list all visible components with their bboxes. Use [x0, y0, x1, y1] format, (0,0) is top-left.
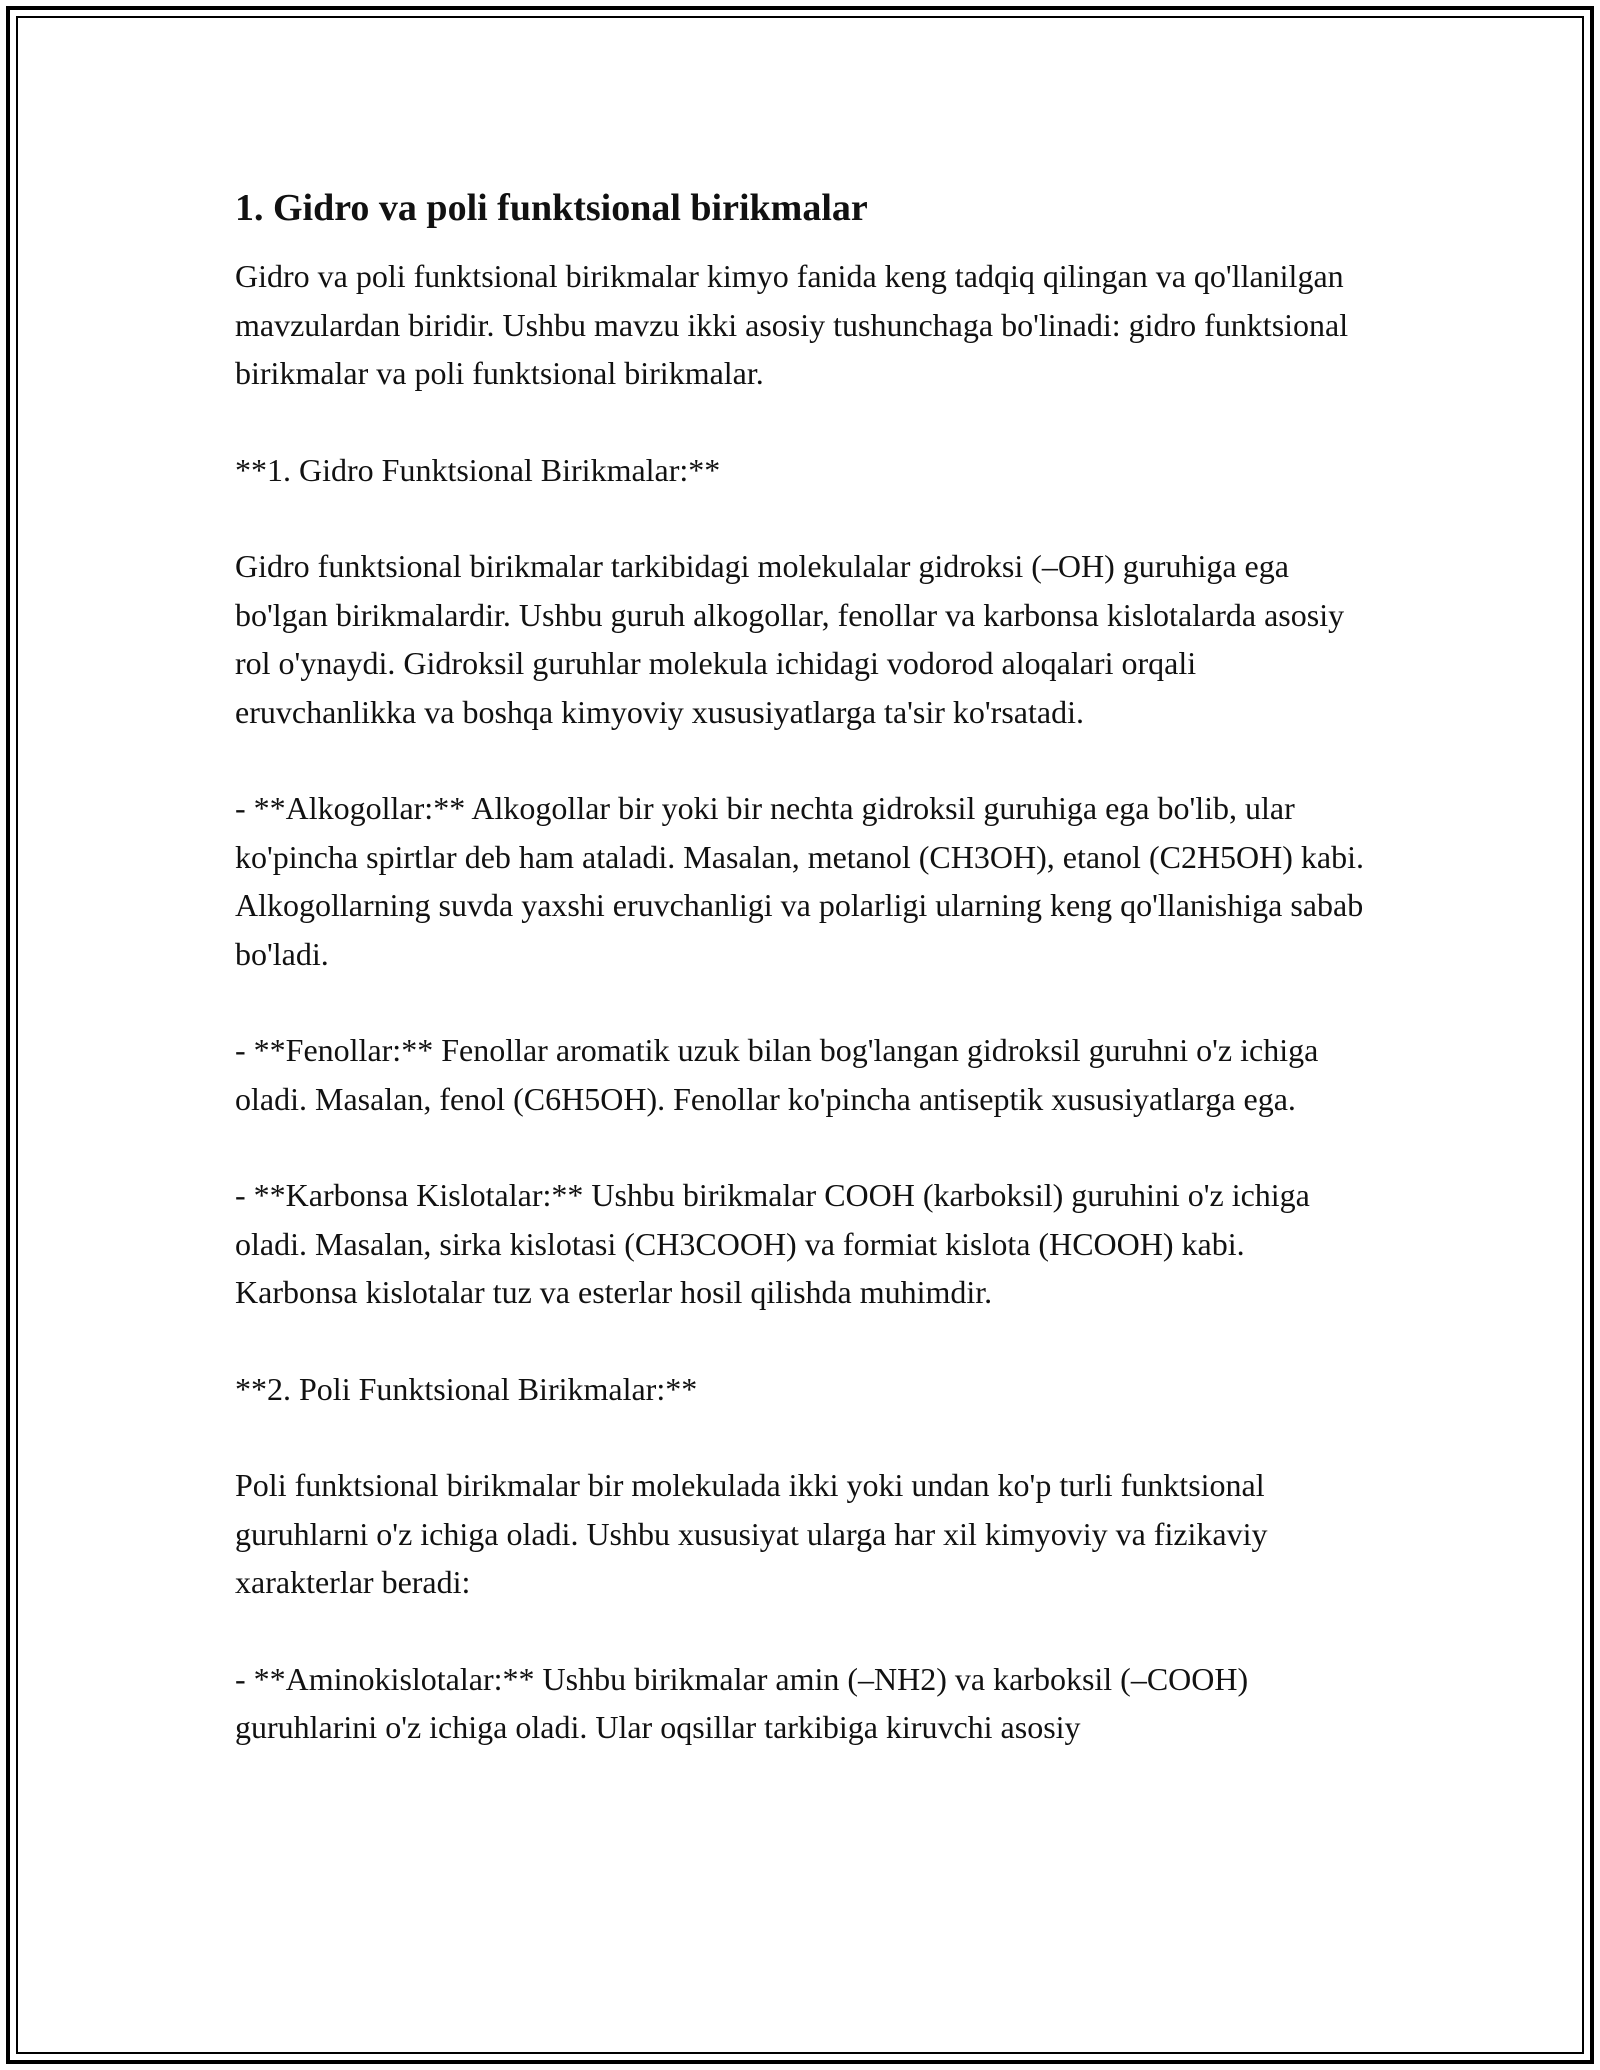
poli-description-paragraph: Poli funktsional birikmalar bir molekulada ikki yoki undan ko'p turli funktsional guruhlarni o'z ichiga oladi. Ushbu xususiyat ularga har xil kimyoviy va fizikaviy xarakterlar beradi: [235, 1467, 1268, 1600]
subheading-poli: **2. Poli Funktsional Birikmalar:** [235, 1370, 698, 1407]
gidro-description-paragraph: Gidro funktsional birikmalar tarkibidagi molekulalar gidroksi (–OH) guruhiga ega bo'lgan birikmalardir. Ushbu guruh alkogollar, fenollar va karbonsa kislotalarda asosiy rol o'ynaydi. Gidroksil guruhlar molekula ichidagi vodorod aloqalari orqali eruvchanlikka va boshqa kimyoviy xususiyatlarga ta'sir ko'rsatadi. [235, 548, 1345, 730]
karbonsa-kislotalar-list-item: - **Karbonsa Kislotalar:** Ushbu birikmalar COOH (karboksil) guruhini o'z ichiga oladi. Masalan, sirka kislotasi (CH3COOH) va formiat kislota (HCOOH) kabi. Karbonsa kislotalar tuz va esterlar hosil qilishda muhimdir. [235, 1177, 1310, 1310]
alkogollar-list-item: - **Alkogollar:** Alkogollar bir yoki bir nechta gidroksil guruhiga ega bo'lib, ular ko'pincha spirtlar deb ham ataladi. Masalan, metanol (CH3OH), etanol (C2H5OH) kabi. Alkogollarning suvda yaxshi eruvchanligi va polarligi ularning keng qo'llanishiga sabab bo'ladi. [235, 790, 1365, 972]
intro-paragraph: Gidro va poli funktsional birikmalar kimyo fanida keng tadqiq qilingan va qo'llanilgan mavzulardan biridir. Ushbu mavzu ikki asosiy tushunchaga bo'linadi: gidro funktsional birikmalar va poli funktsional birikmalar. [235, 258, 1349, 391]
document-body [235, 184, 1375, 1800]
aminokislotalar-list-item: - **Aminokislotalar:** Ushbu birikmalar amin (–NH2) va karboksil (–COOH) guruhlarini o'z ichiga oladi. Ular oqsillar tarkibiga kiruvchi asosiy [235, 1660, 1249, 1745]
subheading-gidro: **1. Gidro Funktsional Birikmalar:** [235, 451, 721, 488]
section-heading: 1. Gidro va poli funktsional birikmalar [235, 187, 868, 229]
fenollar-list-item: - **Fenollar:** Fenollar aromatik uzuk bilan bog'langan gidroksil guruhni o'z ichiga oladi. Masalan, fenol (C6H5OH). Fenollar ko'pincha antiseptik xususiyatlarga ega. [235, 1032, 1319, 1117]
